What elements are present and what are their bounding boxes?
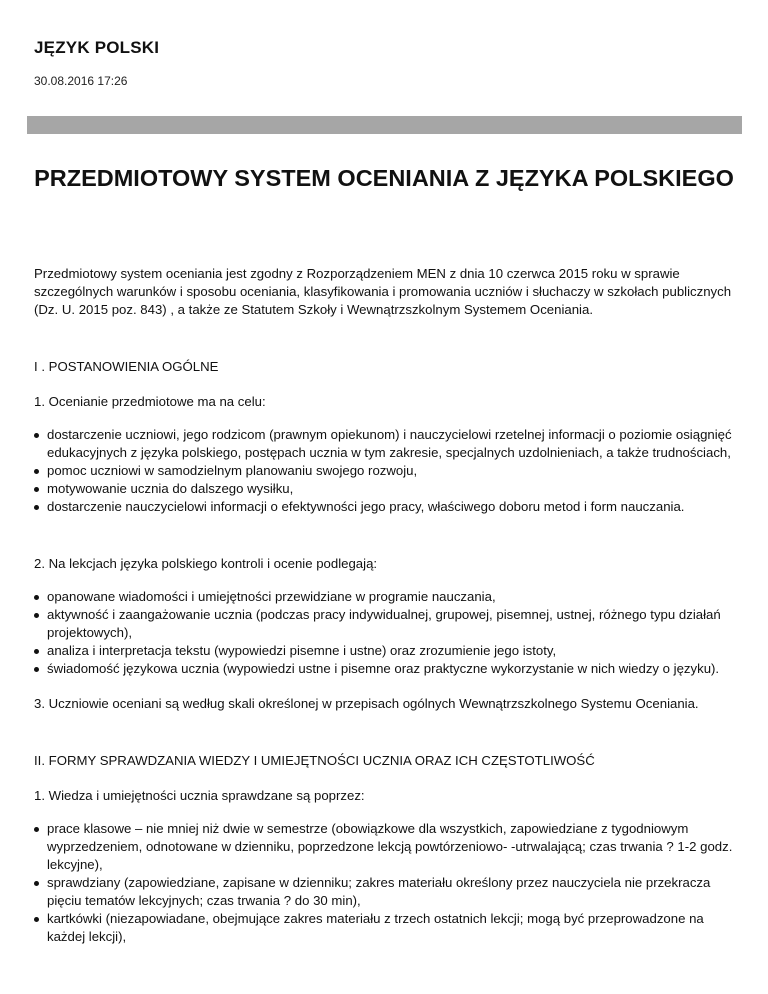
document-date: 30.08.2016 17:26 [34, 74, 128, 88]
section1-point3: 3. Uczniowie oceniani są według skali określonej w przepisach ogólnych Wewnątrzszkolnego Systemu Oceniania. [34, 696, 699, 711]
main-title: PRZEDMIOTOWY SYSTEM OCENIANIA Z JĘZYKA POLSKIEGO [34, 165, 734, 191]
list-item [34, 606, 734, 642]
list-item-text: pomoc uczniowi w samodzielnym planowaniu swojego rozwoju, [47, 463, 418, 478]
list-item-text: aktywność i zaangażowanie ucznia (podczas pracy indywidualnej, grupowej, pisemnej, ustnej, różnego typu działań projektowych), [47, 607, 721, 640]
bullet-icon [34, 613, 39, 618]
section-heading-1: I . POSTANOWIENIA OGÓLNE [34, 359, 219, 374]
bullet-icon [34, 487, 39, 492]
list-item-text: dostarczenie nauczycielowi informacji o efektywności jego pracy, właściwego doboru metod i form nauczania. [47, 499, 685, 514]
list-item-text: analiza i interpretacja tekstu (wypowiedzi pisemne i ustne) oraz zrozumienie jego istoty, [47, 643, 557, 658]
list-item [34, 462, 734, 480]
document-title: JĘZYK POLSKI [34, 38, 160, 57]
list-item [34, 426, 734, 462]
bullet-icon [34, 917, 39, 922]
list-item [34, 588, 734, 606]
list-item [34, 874, 734, 910]
list-item [34, 498, 734, 516]
list-item-text: kartkówki (niezapowiadane, obejmujące zakres materiału z trzech ostatnich lekcji; mogą być przeprowadzone na każdej lekcji), [47, 911, 704, 944]
list-item-text: dostarczenie uczniowi, jego rodzicom (prawnym opiekunom) i nauczycielowi rzetelnej informacji o poziomie osiągnięć edukacyjnych z języka polskiego, postępach ucznia w tym zakresie, specjalnych uzdolnieniach, a także trudnościach, [47, 427, 732, 460]
section2-bullet-list-1 [34, 820, 734, 946]
section1-bullet-list-2 [34, 588, 734, 678]
bullet-icon [34, 469, 39, 474]
bullet-icon [34, 649, 39, 654]
list-item-text: motywowanie ucznia do dalszego wysiłku, [47, 481, 294, 496]
section1-point1: 1. Ocenianie przedmiotowe ma na celu: [34, 394, 266, 409]
intro-paragraph: Przedmiotowy system oceniania jest zgodny z Rozporządzeniem MEN z dnia 10 czerwca 2015 roku w sprawie szczególnych warunków i sposobu oceniania, klasyfikowania i promowania uczniów i słuchaczy w szkołach publicznych (Dz. U. 2015 poz. 843) , a także ze Statutem Szkoły i Wewnątrzszkolnym Systemem Oceniania. [34, 266, 732, 317]
bullet-icon [34, 595, 39, 600]
list-item-text: sprawdziany (zapowiedziane, zapisane w dzienniku; zakres materiału określony przez nauczyciela nie przekracza pięciu tematów lekcyjnych; czas trwania ? do 30 min), [47, 875, 711, 908]
list-item [34, 660, 734, 678]
list-item [34, 642, 734, 660]
bullet-icon [34, 827, 39, 832]
header-divider-bar [27, 116, 742, 134]
section2-point1: 1. Wiedza i umiejętności ucznia sprawdzane są poprzez: [34, 788, 365, 803]
bullet-icon [34, 667, 39, 672]
section1-point2: 2. Na lekcjach języka polskiego kontroli i ocenie podlegają: [34, 556, 378, 571]
list-item-text: prace klasowe – nie mniej niż dwie w semestrze (obowiązkowe dla wszystkich, zapowiedziane z tygodniowym wyprzedzeniem, odnotowane w dzienniku, poprzedzone lekcją powtórzeniowo- -utrwalającą; czas trwania ? 1-2 godz. lekcyjne), [47, 821, 733, 872]
list-item [34, 480, 734, 498]
list-item-text: świadomość językowa ucznia (wypowiedzi ustne i pisemne oraz praktyczne wykorzystanie w nich wiedzy o języku). [47, 661, 720, 676]
section-heading-2: II. FORMY SPRAWDZANIA WIEDZY I UMIEJĘTNOŚCI UCZNIA ORAZ ICH CZĘSTOTLIWOŚĆ [34, 753, 595, 768]
section1-bullet-list-1 [34, 426, 734, 516]
bullet-icon [34, 505, 39, 510]
list-item [34, 910, 734, 946]
document-header [34, 38, 159, 88]
document-content [34, 265, 734, 946]
bullet-icon [34, 881, 39, 886]
list-item [34, 820, 734, 874]
list-item-text: opanowane wiadomości i umiejętności przewidziane w programie nauczania, [47, 589, 496, 604]
bullet-icon [34, 433, 39, 438]
